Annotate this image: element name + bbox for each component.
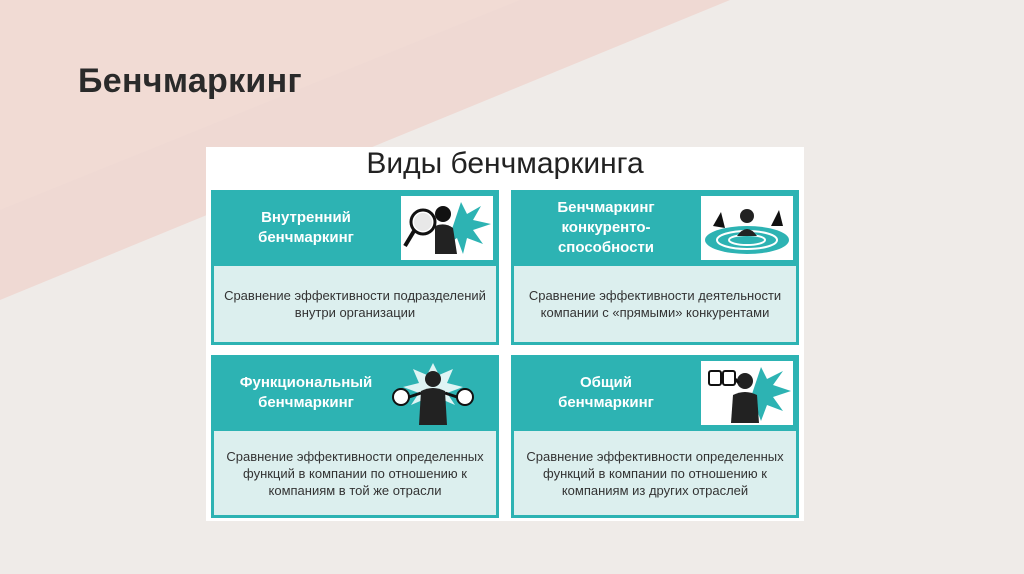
card-title xyxy=(211,355,401,430)
card-title-line: Функциональный xyxy=(239,373,373,391)
card-internal xyxy=(211,190,499,345)
card-header xyxy=(511,190,799,265)
benchmarking-types-figure xyxy=(206,147,804,521)
card-header xyxy=(211,355,499,430)
card-description: Сравнение эффективности определенных функций в компании по отношению к компаниям из других отраслей xyxy=(514,431,796,515)
card-title-line: Общий xyxy=(579,373,632,391)
card-functional xyxy=(211,355,499,518)
card-title-line: бенчмаркинг xyxy=(258,228,354,246)
card-title-line: способности xyxy=(557,238,655,256)
card-title-line: конкуренто- xyxy=(561,218,651,236)
card-title-line: Бенчмаркинг xyxy=(557,198,655,216)
card-header xyxy=(211,190,499,265)
card-title xyxy=(511,355,701,430)
card-general xyxy=(511,355,799,518)
swimmer-sharks-icon xyxy=(701,196,793,260)
slide-title: Бенчмаркинг xyxy=(78,62,302,100)
card-title-line: бенчмаркинг xyxy=(558,393,654,411)
card-header xyxy=(511,355,799,430)
magnifier-person-icon xyxy=(401,196,493,260)
binoculars-person-icon xyxy=(701,361,793,425)
woman-apples-icon xyxy=(387,361,479,425)
card-title xyxy=(511,190,701,265)
card-competitiveness xyxy=(511,190,799,345)
card-description: Сравнение эффективности подразделений внутри организации xyxy=(214,266,496,342)
card-title-line: Внутренний xyxy=(261,208,351,226)
card-description: Сравнение эффективности деятельности компании с «прямыми» конкурентами xyxy=(514,266,796,342)
card-description: Сравнение эффективности определенных функций в компании по отношению к компаниям в той же отрасли xyxy=(214,431,496,515)
card-title xyxy=(211,190,401,265)
figure-title: Виды бенчмаркинга xyxy=(366,147,644,180)
card-title-line: бенчмаркинг xyxy=(258,393,354,411)
